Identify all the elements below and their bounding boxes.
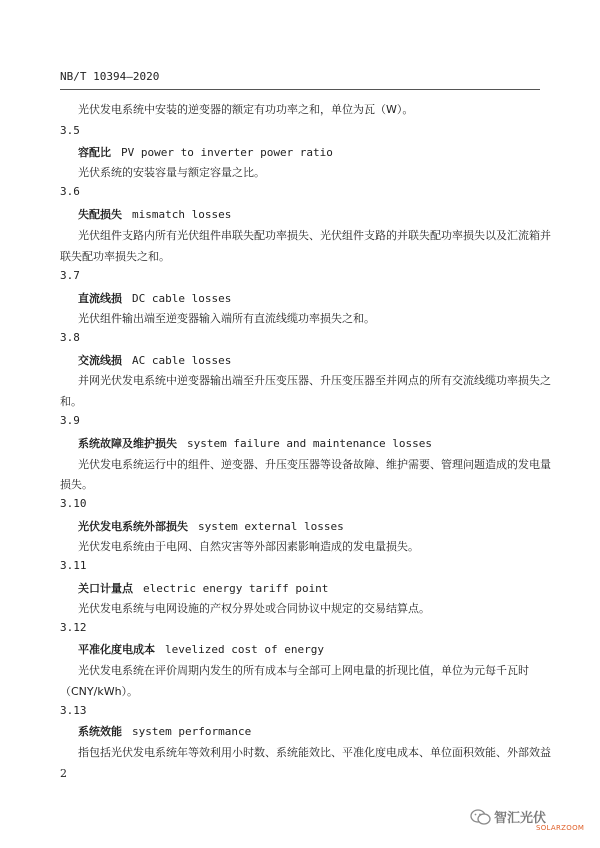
definition-text: 光伏发电系统中安装的逆变器的额定有功功率之和，单位为瓦（W）。	[78, 103, 414, 116]
definition-text: 和。	[60, 395, 82, 408]
term-english: AC cable losses	[132, 354, 232, 367]
term-chinese: 直流线损	[78, 292, 122, 305]
term-chinese: 系统故障及维护损失	[78, 437, 177, 450]
definition-text: 光伏发电系统运行中的组件、逆变器、升压变压器等设备故障、维护需要、管理问题造成的发电量	[78, 458, 551, 471]
term-english: mismatch losses	[132, 208, 232, 221]
clause-number: 3.7	[60, 269, 80, 282]
header-rule	[60, 89, 540, 90]
term-chinese: 失配损失	[78, 208, 122, 221]
term-english: system performance	[132, 725, 252, 738]
watermark	[470, 804, 588, 838]
clause-number: 3.11	[60, 559, 87, 572]
term-chinese: 交流线损	[78, 354, 122, 367]
definition-text: 损失。	[60, 478, 93, 491]
term-entry	[78, 352, 231, 368]
definition-text: 指包括光伏发电系统年等效利用小时数、系统能效比、平准化度电成本、单位面积效能、外部效益	[78, 746, 551, 759]
term-english: PV power to inverter power ratio	[121, 146, 333, 159]
term-english: system failure and maintenance losses	[187, 437, 433, 450]
term-chinese: 关口计量点	[78, 582, 133, 595]
definition-text: （CNY/kWh）。	[60, 685, 139, 698]
term-entry	[78, 641, 324, 657]
definition-text: 光伏发电系统与电网设施的产权分界处或合同协议中规定的交易结算点。	[78, 602, 430, 615]
term-english: DC cable losses	[132, 292, 232, 305]
term-chinese: 光伏发电系统外部损失	[78, 520, 188, 533]
clause-number: 3.13	[60, 704, 87, 717]
term-english: system external losses	[198, 520, 344, 533]
term-chinese: 平准化度电成本	[78, 643, 155, 656]
term-entry	[78, 290, 231, 306]
term-english: levelized cost of energy	[165, 643, 324, 656]
term-entry	[78, 435, 432, 451]
page-number: 2	[60, 767, 67, 780]
definition-text: 并网光伏发电系统中逆变器输出端至升压变压器、升压变压器至并网点的所有交流线缆功率损失之	[78, 374, 551, 387]
term-entry	[78, 518, 344, 534]
standard-id: NB/T 10394—2020	[60, 70, 160, 83]
definition-text: 联失配功率损失之和。	[60, 250, 170, 263]
clause-number: 3.9	[60, 414, 80, 427]
term-entry	[78, 144, 333, 160]
term-entry	[78, 580, 328, 596]
clause-number: 3.5	[60, 124, 80, 137]
term-entry	[78, 206, 231, 222]
definition-text: 光伏组件输出端至逆变器输入端所有直流线缆功率损失之和。	[78, 312, 375, 325]
watermark-subtitle: SOLARZOOM	[536, 824, 585, 832]
clause-number: 3.10	[60, 497, 87, 510]
definition-text: 光伏发电系统在评价周期内发生的所有成本与全部可上网电量的折现比值，单位为元每千瓦时	[78, 664, 529, 677]
clause-number: 3.8	[60, 331, 80, 344]
clause-number: 3.12	[60, 621, 87, 634]
definition-text: 光伏组件支路内所有光伏组件串联失配功率损失、光伏组件支路的并联失配功率损失以及汇流箱并	[78, 229, 551, 242]
definition-text: 光伏系统的安装容量与额定容量之比。	[78, 166, 265, 179]
clause-number: 3.6	[60, 185, 80, 198]
term-english: electric energy tariff point	[143, 582, 329, 595]
wechat-icon	[470, 808, 492, 826]
watermark-title: 智汇光伏	[494, 811, 547, 826]
term-entry	[78, 723, 251, 739]
term-chinese: 容配比	[78, 146, 111, 159]
definition-text: 光伏发电系统由于电网、自然灾害等外部因素影响造成的发电量损失。	[78, 540, 419, 553]
term-chinese: 系统效能	[78, 725, 122, 738]
